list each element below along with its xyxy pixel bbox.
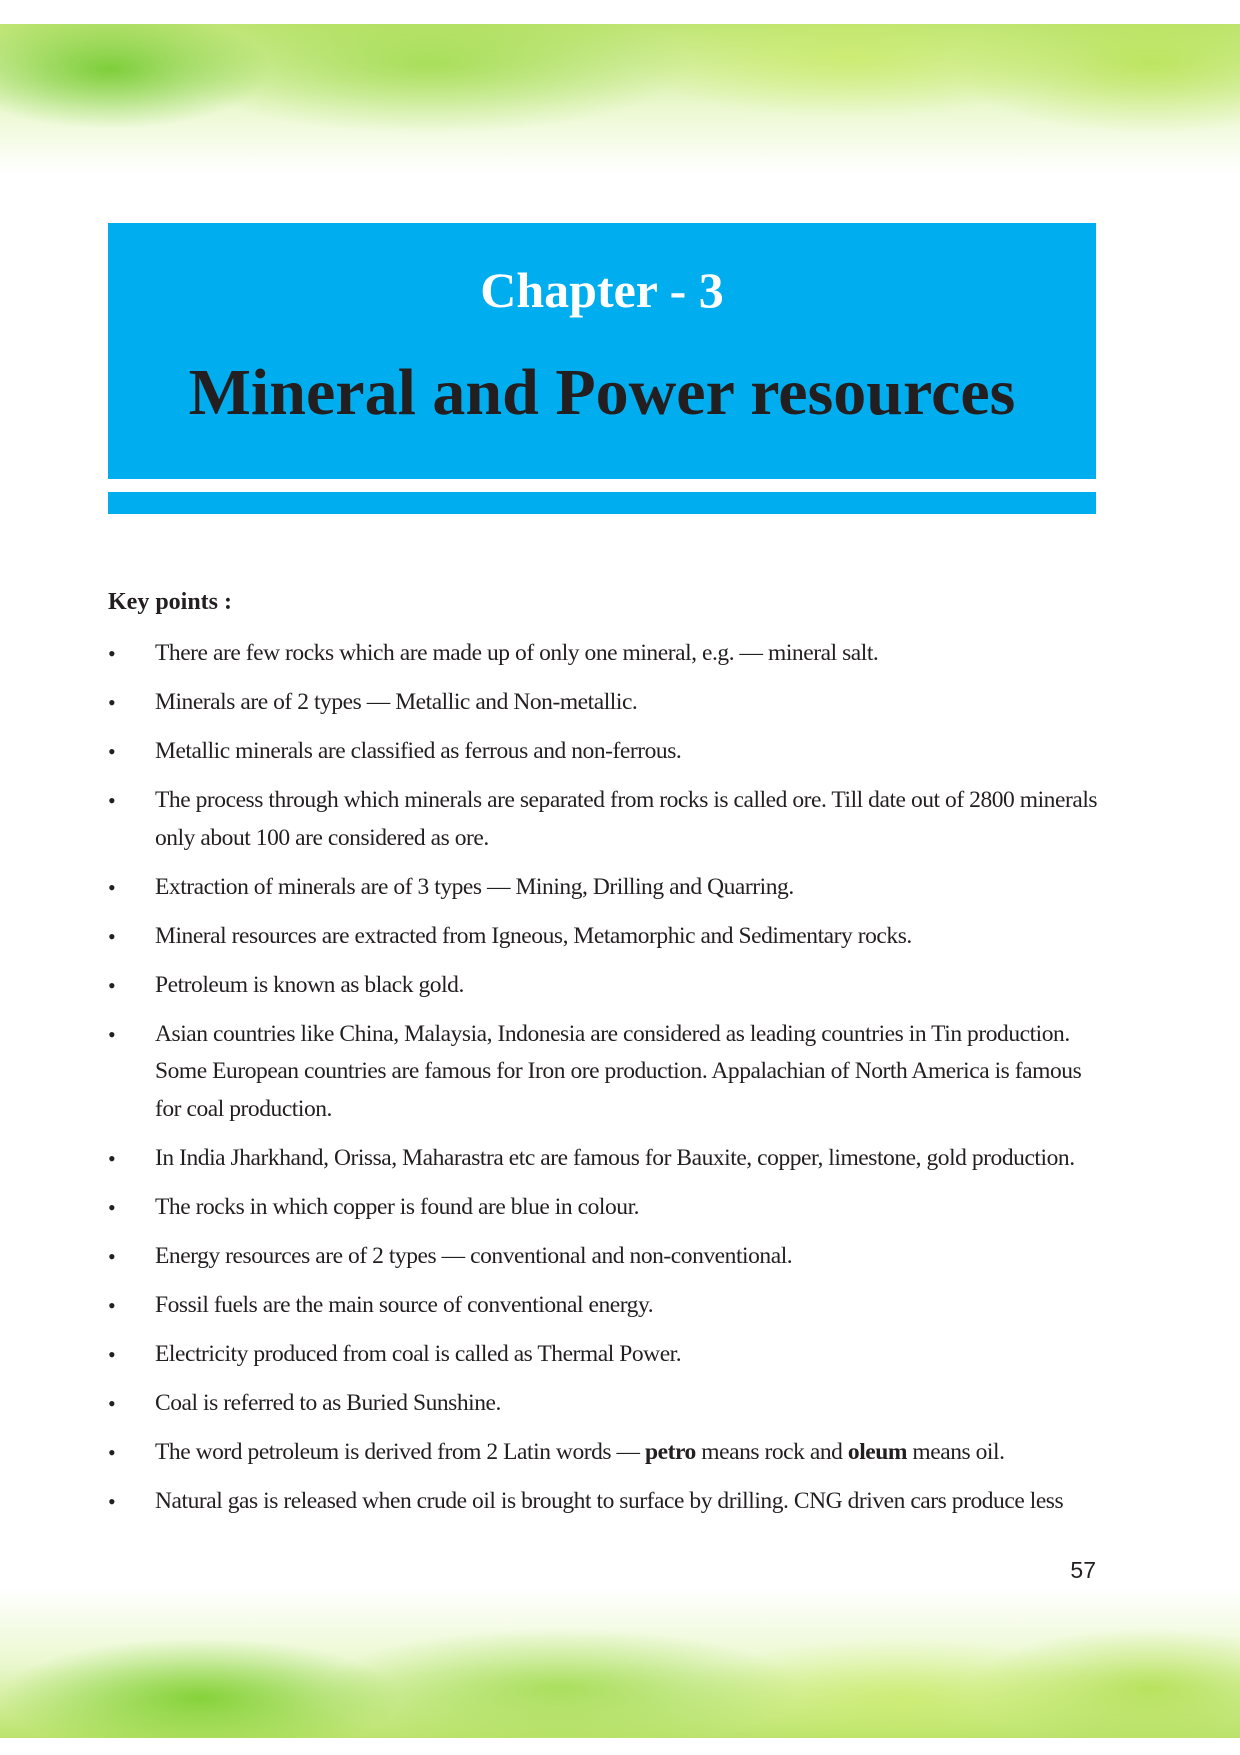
bullet: • <box>108 1194 116 1220</box>
bullet: • <box>108 1439 116 1465</box>
list-item <box>108 918 1098 956</box>
bullet: • <box>108 1145 116 1171</box>
bullet: • <box>108 923 116 949</box>
list-item-text: Mineral resources are extracted from Igneous, Metamorphic and Sedimentary rocks. <box>155 922 912 949</box>
bullet: • <box>108 1292 116 1318</box>
list-item-text: Electricity produced from coal is called as Thermal Power. <box>155 1340 682 1367</box>
list-item <box>108 1016 1098 1129</box>
list-item-text: Petroleum is known as black gold. <box>155 971 464 998</box>
bullet: • <box>108 1021 116 1047</box>
list-item-text: The process through which minerals are separated from rocks is called ore. Till date out of 2800 minerals only about 100 are considered as ore. <box>155 787 1098 851</box>
text-segment: The word petroleum is derived from 2 Latin words — <box>155 1438 646 1465</box>
chapter-label: Chapter - 3 <box>480 262 724 318</box>
list-item-text: There are few rocks which are made up of only one mineral, e.g. — mineral salt. <box>155 640 879 666</box>
list-item <box>108 733 1098 771</box>
bullet: • <box>108 874 116 900</box>
list-item <box>108 635 1098 673</box>
title-underline-bar <box>108 492 1096 514</box>
list-item-text: Natural gas is released when crude oil is brought to surface by drilling. CNG driven cars produce less <box>155 1487 1064 1514</box>
list-item <box>108 1189 1098 1227</box>
bullet: • <box>108 788 116 813</box>
chapter-title: Mineral and Power resources <box>188 356 1016 429</box>
bullet: • <box>108 1488 116 1514</box>
list-item <box>108 782 1098 857</box>
list-item-text: Extraction of minerals are of 3 types — Mining, Drilling and Quarring. <box>155 873 794 900</box>
bullet: • <box>108 641 116 666</box>
list-item-text: In India Jharkhand, Orissa, Maharastra etc are famous for Bauxite, copper, limestone, gold production. <box>155 1144 1075 1171</box>
list-item <box>108 1140 1098 1178</box>
bullet: • <box>108 1341 116 1367</box>
bullet: • <box>108 739 116 764</box>
key-points-heading: Key points : <box>108 589 233 615</box>
bullet: • <box>108 972 116 998</box>
list-item-text: Asian countries like China, Malaysia, Indonesia are considered as leading countries in Tin production. Some European countries are famous for Iron ore production. Appalachian of North America is famous for coal production. <box>155 1020 1082 1122</box>
list-item-text: Energy resources are of 2 types — conventional and non-conventional. <box>155 1242 793 1269</box>
text-segment: means rock and <box>695 1438 848 1465</box>
bullet: • <box>108 690 116 715</box>
list-item <box>108 1385 1098 1423</box>
text-segment: means oil. <box>907 1438 1005 1465</box>
list-item <box>108 1483 1098 1521</box>
bottom-decorative-band <box>0 1588 1240 1738</box>
list-item <box>108 684 1098 722</box>
list-item <box>108 1336 1098 1374</box>
list-item <box>108 1434 1098 1472</box>
list-item-text: Metallic minerals are classified as ferrous and non-ferrous. <box>155 738 682 764</box>
list-item-text <box>155 1439 1005 1465</box>
list-item <box>108 1287 1098 1325</box>
list-item <box>108 1238 1098 1276</box>
bullet: • <box>108 1243 116 1269</box>
list-item-text: Minerals are of 2 types — Metallic and Non-metallic. <box>155 689 638 715</box>
list-item-text: Fossil fuels are the main source of conventional energy. <box>155 1291 654 1318</box>
list-item <box>108 967 1098 1005</box>
top-decorative-band <box>0 24 1240 174</box>
list-item-text: Coal is referred to as Buried Sunshine. <box>155 1389 501 1416</box>
chapter-title-box <box>108 223 1096 479</box>
bullet: • <box>108 1390 116 1416</box>
bold-term-oleum: oleum <box>847 1438 907 1465</box>
list-item-text: The rocks in which copper is found are blue in colour. <box>155 1193 640 1220</box>
list-item <box>108 869 1098 907</box>
key-points-list <box>108 635 1098 1532</box>
bold-term-petro: petro <box>645 1438 696 1465</box>
page-number: 57 <box>1070 1557 1096 1583</box>
